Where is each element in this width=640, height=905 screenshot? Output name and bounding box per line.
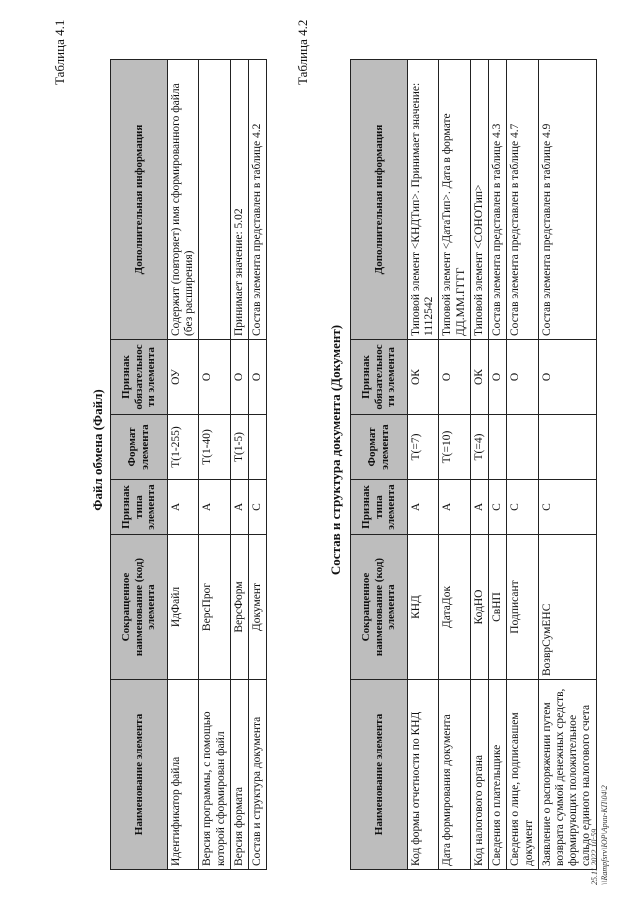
header-element-format: Формат элемента [111,415,168,480]
cell-required: О [507,340,538,415]
header-element-required: Признак обязательности элемента [111,340,168,415]
cell-name: Идентификатор файла [168,680,199,870]
header-element-type: Признак типа элемента [351,480,408,535]
print-stamp-path: \\Rampfsrv\ЮР\Арии-КП\04\2 [599,785,609,885]
cell-info: Состав элемента представлен в таблице 4.9 [538,60,596,340]
cell-info: Принимает значение: 5.02 [230,60,248,340]
header-element-code: Сокращенное наименование (код) элемента [111,535,168,680]
cell-name: Состав и структура документа [249,680,267,870]
cell-name: Код налогового органа [470,680,488,870]
cell-required: О [230,340,248,415]
header-additional-info: Дополнительная информация [111,60,168,340]
table-row [538,60,596,870]
header-additional-info: Дополнительная информация [351,60,408,340]
cell-info: Типовой элемент <СОНОТип> [470,60,488,340]
cell-name: Версия формата [230,680,248,870]
header-element-format: Формат элемента [351,415,408,480]
table-row [168,60,199,870]
cell-name: Сведения о плательщике [489,680,507,870]
cell-format: Т(=4) [470,415,488,480]
table-4-2 [350,59,597,870]
print-stamp [590,785,609,885]
table-row [489,60,507,870]
rotated-document-page [40,15,640,885]
cell-type: А [439,480,470,535]
cell-code: КодНО [470,535,488,680]
table-4-1-label: Таблица 4.1 [52,19,67,85]
cell-name: Сведения о лице, подписавшем документ [507,680,538,870]
table-row [230,60,248,870]
table-row [439,60,470,870]
cell-info: Содержит (повторяет) имя сформированного файла (без расширения) [168,60,199,340]
cell-type: С [507,480,538,535]
cell-format: Т(=10) [439,415,470,480]
table-4-1-title: Файл обмена (Файл) [90,389,105,511]
cell-info: Состав элемента представлен в таблице 4.3 [489,60,507,340]
table-header-row [351,60,408,870]
cell-type: А [199,480,230,535]
cell-required: О [199,340,230,415]
cell-info: Типовой элемент <КНДТип>. Принимает значение: 1112542 [408,60,439,340]
cell-info: Состав элемента представлен в таблице 4.2 [249,60,267,340]
cell-format: Т(1-255) [168,415,199,480]
cell-required: О [538,340,596,415]
cell-format: Т(1-5) [230,415,248,480]
table-header-row [111,60,168,870]
cell-code: ВерсФорм [230,535,248,680]
cell-type: А [230,480,248,535]
cell-required: О [249,340,267,415]
cell-name: Заявление о распоряжении путем возврата суммой денежных средств, формирующих положительное сальдо единого налогового счета [538,680,596,870]
header-element-name: Наименование элемента [111,680,168,870]
cell-code: Документ [249,535,267,680]
cell-format [249,415,267,480]
print-stamp-date: 25.11.2022 10:59 [590,828,599,885]
cell-required: ОУ [168,340,199,415]
table-row [249,60,267,870]
cell-type: А [168,480,199,535]
table-row [470,60,488,870]
cell-type: С [538,480,596,535]
table-row [199,60,230,870]
cell-format: Т(1-40) [199,415,230,480]
cell-type: А [470,480,488,535]
cell-type: А [408,480,439,535]
cell-format: Т(=7) [408,415,439,480]
cell-name: Дата формирования документа [439,680,470,870]
cell-format [489,415,507,480]
header-element-required: Признак обязательности элемента [351,340,408,415]
header-element-name: Наименование элемента [351,680,408,870]
header-element-code: Сокращенное наименование (код) элемента [351,535,408,680]
cell-format [507,415,538,480]
cell-type: С [249,480,267,535]
table-4-2-title: Состав и структура документа (Документ) [328,324,343,576]
cell-info: Состав элемента представлен в таблице 4.7 [507,60,538,340]
cell-format [538,415,596,480]
cell-code: ИдФайл [168,535,199,680]
cell-required: О [439,340,470,415]
cell-code: Подписант [507,535,538,680]
cell-code: ВозврСумЕНС [538,535,596,680]
table-row [507,60,538,870]
cell-info [199,60,230,340]
cell-required: ОК [470,340,488,415]
header-element-type: Признак типа элемента [111,480,168,535]
table-row [408,60,439,870]
cell-code: ДатаДок [439,535,470,680]
cell-code: ВерсПрог [199,535,230,680]
cell-info: Типовой элемент <ДатаТип>. Дата в формате ДД.ММ.ГГГГ [439,60,470,340]
cell-code: СвНП [489,535,507,680]
cell-code: КНД [408,535,439,680]
table-4-1 [110,59,267,870]
cell-name: Код формы отчетности по КНД [408,680,439,870]
cell-name: Версия программы, с помощью которой сформирован файл [199,680,230,870]
cell-type: С [489,480,507,535]
cell-required: О [489,340,507,415]
table-4-2-label: Таблица 4.2 [295,19,310,85]
cell-required: ОК [408,340,439,415]
